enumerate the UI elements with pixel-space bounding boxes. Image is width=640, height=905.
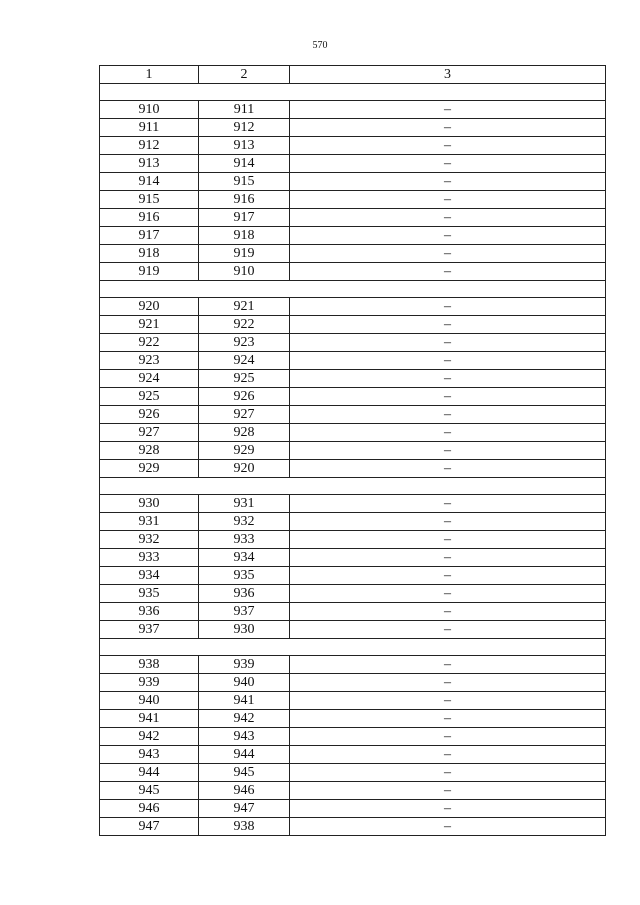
table-cell-col-3: – bbox=[290, 585, 606, 603]
table-cell-col-3: – bbox=[290, 818, 606, 836]
page-number: 570 bbox=[312, 40, 328, 51]
table-cell-col-3: – bbox=[290, 800, 606, 818]
table-row bbox=[100, 352, 606, 370]
table-row bbox=[100, 119, 606, 137]
table-cell-col-1: 943 bbox=[100, 746, 199, 764]
data-table bbox=[99, 65, 606, 836]
table-row bbox=[100, 263, 606, 281]
table-cell-col-3: – bbox=[290, 567, 606, 585]
table-cell-col-2: 931 bbox=[199, 495, 290, 513]
group-separator-row bbox=[100, 478, 606, 495]
table-cell-col-1: 941 bbox=[100, 710, 199, 728]
group-separator-cell bbox=[100, 281, 606, 298]
table-cell-col-3: – bbox=[290, 155, 606, 173]
table-cell-col-3: – bbox=[290, 406, 606, 424]
table-cell-col-3: – bbox=[290, 442, 606, 460]
table-cell-col-2: 911 bbox=[199, 101, 290, 119]
table-row bbox=[100, 209, 606, 227]
table-cell-col-2: 936 bbox=[199, 585, 290, 603]
table-row bbox=[100, 531, 606, 549]
table-row bbox=[100, 692, 606, 710]
table-cell-col-2: 919 bbox=[199, 245, 290, 263]
table-cell-col-2: 918 bbox=[199, 227, 290, 245]
table-row bbox=[100, 227, 606, 245]
group-separator-row bbox=[100, 281, 606, 298]
table-cell-col-2: 932 bbox=[199, 513, 290, 531]
table-cell-col-1: 921 bbox=[100, 316, 199, 334]
table-cell-col-2: 913 bbox=[199, 137, 290, 155]
table-cell-col-3: – bbox=[290, 764, 606, 782]
header-col-2: 2 bbox=[199, 66, 290, 84]
table-cell-col-2: 937 bbox=[199, 603, 290, 621]
table-cell-col-2: 920 bbox=[199, 460, 290, 478]
table-row bbox=[100, 245, 606, 263]
table-cell-col-3: – bbox=[290, 298, 606, 316]
table-cell-col-2: 927 bbox=[199, 406, 290, 424]
table-row bbox=[100, 406, 606, 424]
table-cell-col-3: – bbox=[290, 191, 606, 209]
table-cell-col-2: 947 bbox=[199, 800, 290, 818]
table-cell-col-1: 929 bbox=[100, 460, 199, 478]
table-row bbox=[100, 155, 606, 173]
table-row bbox=[100, 549, 606, 567]
table-cell-col-2: 925 bbox=[199, 370, 290, 388]
table-cell-col-2: 940 bbox=[199, 674, 290, 692]
table-row bbox=[100, 495, 606, 513]
table-cell-col-1: 919 bbox=[100, 263, 199, 281]
table-cell-col-3: – bbox=[290, 352, 606, 370]
table-cell-col-3: – bbox=[290, 173, 606, 191]
table-cell-col-1: 934 bbox=[100, 567, 199, 585]
table-cell-col-1: 928 bbox=[100, 442, 199, 460]
table-cell-col-1: 925 bbox=[100, 388, 199, 406]
table-row bbox=[100, 442, 606, 460]
table-row bbox=[100, 298, 606, 316]
table-row bbox=[100, 334, 606, 352]
table-cell-col-2: 946 bbox=[199, 782, 290, 800]
table-cell-col-3: – bbox=[290, 334, 606, 352]
table-cell-col-1: 914 bbox=[100, 173, 199, 191]
table-cell-col-1: 920 bbox=[100, 298, 199, 316]
table-cell-col-3: – bbox=[290, 531, 606, 549]
group-separator-row bbox=[100, 84, 606, 101]
table-cell-col-2: 941 bbox=[199, 692, 290, 710]
header-row bbox=[100, 66, 606, 84]
table-row bbox=[100, 370, 606, 388]
table-cell-col-2: 938 bbox=[199, 818, 290, 836]
table-cell-col-3: – bbox=[290, 227, 606, 245]
table-row bbox=[100, 101, 606, 119]
table-cell-col-2: 942 bbox=[199, 710, 290, 728]
table-cell-col-1: 923 bbox=[100, 352, 199, 370]
table-cell-col-2: 945 bbox=[199, 764, 290, 782]
table-cell-col-2: 935 bbox=[199, 567, 290, 585]
table-cell-col-3: – bbox=[290, 370, 606, 388]
table-cell-col-1: 916 bbox=[100, 209, 199, 227]
table-cell-col-3: – bbox=[290, 209, 606, 227]
table-cell-col-1: 946 bbox=[100, 800, 199, 818]
header-col-3: 3 bbox=[290, 66, 606, 84]
table-cell-col-1: 924 bbox=[100, 370, 199, 388]
table-cell-col-2: 926 bbox=[199, 388, 290, 406]
table-cell-col-2: 912 bbox=[199, 119, 290, 137]
table-cell-col-3: – bbox=[290, 316, 606, 334]
table-row bbox=[100, 728, 606, 746]
table-row bbox=[100, 513, 606, 531]
table-cell-col-2: 924 bbox=[199, 352, 290, 370]
table-cell-col-1: 922 bbox=[100, 334, 199, 352]
group-separator-cell bbox=[100, 478, 606, 495]
table-cell-col-3: – bbox=[290, 513, 606, 531]
table-cell-col-3: – bbox=[290, 245, 606, 263]
table-row bbox=[100, 388, 606, 406]
table-cell-col-3: – bbox=[290, 782, 606, 800]
table-cell-col-3: – bbox=[290, 692, 606, 710]
table-cell-col-1: 935 bbox=[100, 585, 199, 603]
table-cell-col-2: 910 bbox=[199, 263, 290, 281]
table-cell-col-2: 944 bbox=[199, 746, 290, 764]
table-row bbox=[100, 710, 606, 728]
table-row bbox=[100, 603, 606, 621]
table-cell-col-2: 929 bbox=[199, 442, 290, 460]
table-cell-col-1: 944 bbox=[100, 764, 199, 782]
table-row bbox=[100, 460, 606, 478]
table-cell-col-2: 916 bbox=[199, 191, 290, 209]
table-cell-col-1: 938 bbox=[100, 656, 199, 674]
table-cell-col-1: 910 bbox=[100, 101, 199, 119]
table-cell-col-3: – bbox=[290, 656, 606, 674]
table-cell-col-2: 939 bbox=[199, 656, 290, 674]
table-row bbox=[100, 656, 606, 674]
table-cell-col-3: – bbox=[290, 424, 606, 442]
table-row bbox=[100, 567, 606, 585]
table-cell-col-1: 926 bbox=[100, 406, 199, 424]
table-row bbox=[100, 424, 606, 442]
table-cell-col-1: 917 bbox=[100, 227, 199, 245]
table-row bbox=[100, 782, 606, 800]
table-row bbox=[100, 137, 606, 155]
table-cell-col-3: – bbox=[290, 495, 606, 513]
table-cell-col-1: 945 bbox=[100, 782, 199, 800]
group-separator-row bbox=[100, 639, 606, 656]
table-cell-col-3: – bbox=[290, 728, 606, 746]
table-cell-col-1: 942 bbox=[100, 728, 199, 746]
table-cell-col-1: 911 bbox=[100, 119, 199, 137]
table-cell-col-1: 947 bbox=[100, 818, 199, 836]
table-cell-col-3: – bbox=[290, 710, 606, 728]
table-row bbox=[100, 674, 606, 692]
group-separator-cell bbox=[100, 84, 606, 101]
table-cell-col-2: 917 bbox=[199, 209, 290, 227]
table-cell-col-2: 923 bbox=[199, 334, 290, 352]
table-cell-col-3: – bbox=[290, 746, 606, 764]
table-cell-col-3: – bbox=[290, 101, 606, 119]
table-cell-col-1: 913 bbox=[100, 155, 199, 173]
table-cell-col-1: 933 bbox=[100, 549, 199, 567]
table-cell-col-3: – bbox=[290, 460, 606, 478]
table-cell-col-1: 915 bbox=[100, 191, 199, 209]
table-row bbox=[100, 585, 606, 603]
table-cell-col-2: 930 bbox=[199, 621, 290, 639]
table-cell-col-3: – bbox=[290, 549, 606, 567]
table-cell-col-2: 934 bbox=[199, 549, 290, 567]
table-row bbox=[100, 764, 606, 782]
table-row bbox=[100, 800, 606, 818]
table-cell-col-2: 922 bbox=[199, 316, 290, 334]
table-cell-col-3: – bbox=[290, 603, 606, 621]
table-row bbox=[100, 818, 606, 836]
table-row bbox=[100, 191, 606, 209]
table-body bbox=[100, 84, 606, 836]
table-cell-col-3: – bbox=[290, 119, 606, 137]
table-cell-col-3: – bbox=[290, 263, 606, 281]
table-cell-col-3: – bbox=[290, 137, 606, 155]
table-row bbox=[100, 746, 606, 764]
table-cell-col-1: 936 bbox=[100, 603, 199, 621]
table-cell-col-3: – bbox=[290, 621, 606, 639]
table-row bbox=[100, 316, 606, 334]
table-cell-col-2: 933 bbox=[199, 531, 290, 549]
group-separator-cell bbox=[100, 639, 606, 656]
table-cell-col-2: 915 bbox=[199, 173, 290, 191]
table-cell-col-3: – bbox=[290, 674, 606, 692]
table-cell-col-1: 927 bbox=[100, 424, 199, 442]
table-cell-col-2: 914 bbox=[199, 155, 290, 173]
table-cell-col-3: – bbox=[290, 388, 606, 406]
header-col-1: 1 bbox=[100, 66, 199, 84]
table-cell-col-1: 932 bbox=[100, 531, 199, 549]
table-cell-col-1: 930 bbox=[100, 495, 199, 513]
table-cell-col-1: 940 bbox=[100, 692, 199, 710]
table-row bbox=[100, 621, 606, 639]
table-cell-col-2: 928 bbox=[199, 424, 290, 442]
table-cell-col-1: 937 bbox=[100, 621, 199, 639]
table-cell-col-1: 931 bbox=[100, 513, 199, 531]
table-row bbox=[100, 173, 606, 191]
table-cell-col-1: 918 bbox=[100, 245, 199, 263]
table-cell-col-1: 912 bbox=[100, 137, 199, 155]
table-cell-col-1: 939 bbox=[100, 674, 199, 692]
table-cell-col-2: 921 bbox=[199, 298, 290, 316]
table-cell-col-2: 943 bbox=[199, 728, 290, 746]
